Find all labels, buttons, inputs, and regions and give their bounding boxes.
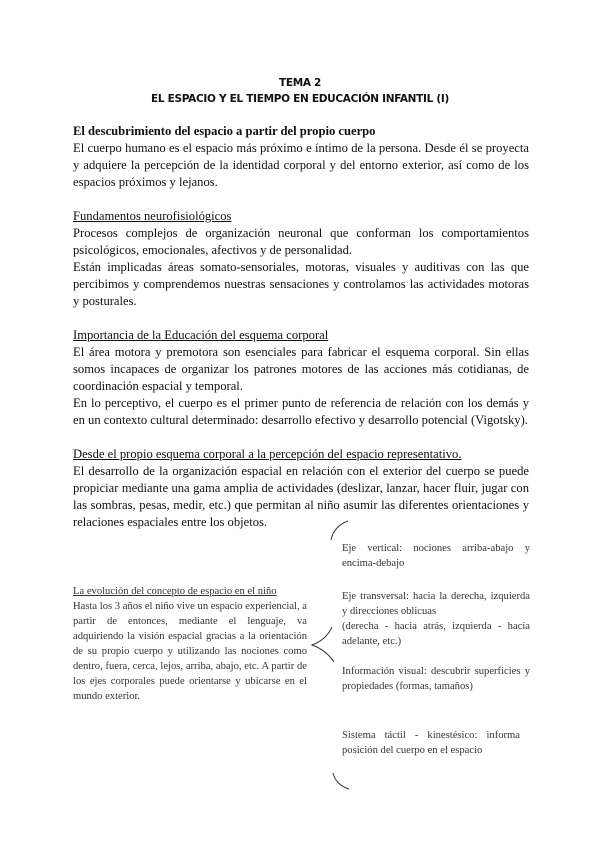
section-heading: Importancia de la Educación del esquema corporal — [73, 328, 329, 342]
section-heading: Fundamentos neurofisiológicos — [73, 209, 232, 223]
diagram-item-text: Eje vertical: nociones arriba-abajo y encima-debajo — [342, 543, 530, 569]
document-title: EL ESPACIO Y EL TIEMPO EN EDUCACIÓN INFANTIL (I) — [151, 93, 449, 105]
diagram-item-text: Sistema táctil - kinestésico: informa posición del cuerpo en el espacio — [342, 730, 520, 756]
diagram-item-text: Eje transversal: hacia la derecha, izquierda y direcciones oblicuas — [342, 591, 530, 617]
paragraph: El desarrollo de la organización espacial en relación con el exterior del cuerpo se puede propiciar mediante una gama amplia de actividades (deslizar, lanzar, hacer fluir, jugar con las sombras, pesas, medir, etc.) que permitan al niño asumir las diferentes orientaciones y relaciones espaciales entre los objetos. — [73, 464, 529, 529]
paragraph: Están implicadas áreas somato-sensoriales, motoras, visuales y auditivas con las que percibimos y comprendemos nuestras sensaciones y controlamos las actividades motoras y posturales. — [73, 260, 529, 308]
paragraph: En lo perceptivo, el cuerpo es el primer punto de referencia de relación con los demás y en un contexto cultural determinado: desarrollo efectivo y desarrollo potencial (Vigotsky). — [73, 396, 529, 427]
paragraph: El área motora y premotora son esenciales para fabricar el esquema corporal. Sin ellas somos incapaces de organizar los patrones motores de las acciones más cotidianas, de coordinación espacial y temporal. — [73, 345, 529, 393]
paragraph: El cuerpo humano es el espacio más próximo e íntimo de la persona. Desde él se proyecta y adquiere la percepción de la identidad corporal y del entorno exterior, así como de los espacios próximos y lejanos. — [73, 141, 529, 189]
section-heading: Desde el propio esquema corporal a la percepción del espacio representativo. — [73, 447, 462, 461]
diagram-item-text: Información visual: descubrir superficies y propiedades (formas, tamaños) — [342, 666, 530, 692]
diagram-heading: La evolución del concepto de espacio en el niño — [73, 586, 277, 597]
topic-number: TEMA 2 — [278, 77, 322, 89]
diagram-item-extra: (derecha - hacia atrás, izquierda - hacia adelante, etc.) — [342, 621, 530, 647]
paragraph: Procesos complejos de organización neuronal que conforman los comportamientos psicológicos, emocionales, afectivos y de personalidad. — [73, 226, 529, 257]
section-heading: El descubrimiento del espacio a partir del propio cuerpo — [73, 124, 376, 138]
diagram-text: Hasta los 3 años el niño vive un espacio experiencial, a partir de entonces, mediante el lenguaje, va adquiriendo la visión espacial gracias a la orientación de su propio cuerpo y utilizando las nociones como dentro, fuera, cerca, lejos, arriba, abajo, etc. A partir de los ejes corporales puede orientarse y ubicarse en el mundo exterior. — [73, 601, 307, 702]
